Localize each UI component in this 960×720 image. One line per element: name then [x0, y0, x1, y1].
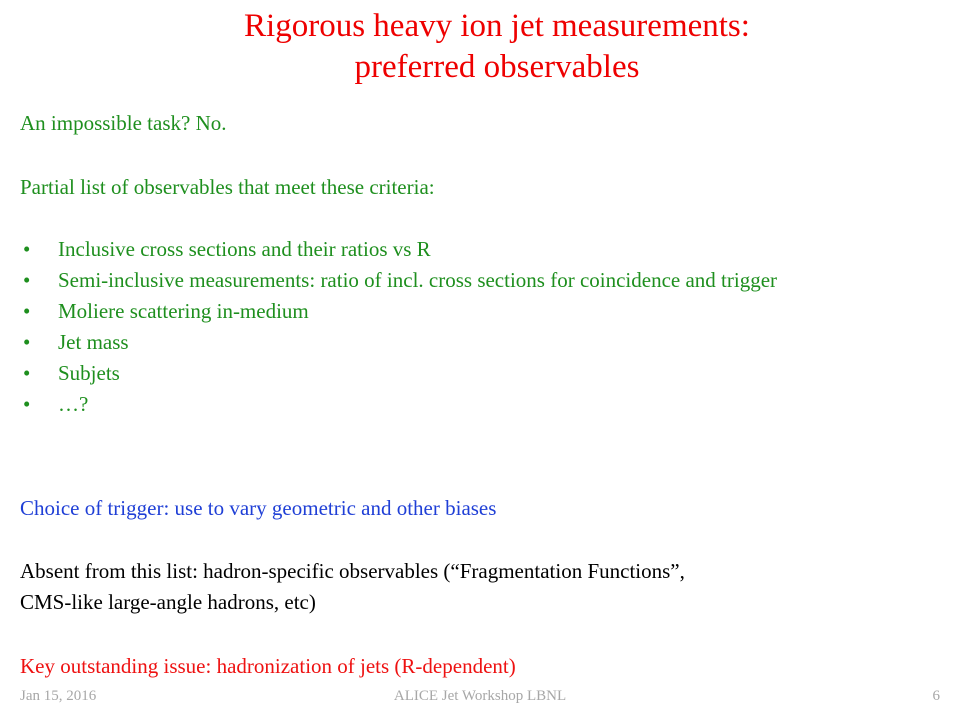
bullet-icon: •: [23, 392, 31, 416]
list-item: [20, 327, 920, 358]
footer-date: Jan 15, 2016: [20, 688, 97, 704]
footer-event: ALICE Jet Workshop LBNL: [393, 688, 567, 704]
list-item: [20, 389, 920, 420]
list-item-text: Semi-inclusive measurements: ratio of incl. cross sections for coincidence and trigger: [58, 268, 778, 292]
list-item-text: Jet mass: [58, 330, 129, 354]
bullet-icon: •: [23, 361, 31, 385]
trigger-note: Choice of trigger: use to vary geometric and other biases: [20, 496, 497, 520]
slide-title-line2: preferred observables: [354, 49, 640, 85]
slide-title: [0, 6, 960, 88]
list-item: [20, 234, 920, 265]
bullet-icon: •: [23, 237, 31, 261]
observables-list: [20, 234, 920, 420]
list-item: [20, 358, 920, 389]
list-item: [20, 265, 920, 296]
intro-text: An impossible task? No.: [20, 111, 227, 135]
list-item-text: Moliere scattering in-medium: [58, 299, 309, 323]
footer-page-number: 6: [932, 688, 940, 704]
absent-note-line1: Absent from this list: hadron-specific observables (“Fragmentation Functions”,: [20, 559, 685, 583]
slide-title-line1: Rigorous heavy ion jet measurements:: [244, 8, 750, 44]
partial-list-heading: Partial list of observables that meet these criteria:: [20, 175, 435, 199]
key-issue: Key outstanding issue: hadronization of jets (R-dependent): [20, 654, 516, 678]
list-item-text: Subjets: [58, 361, 120, 385]
bullet-icon: •: [23, 299, 31, 323]
bullet-icon: •: [23, 268, 31, 292]
list-item-text: Inclusive cross sections and their ratios vs R: [58, 237, 431, 261]
absent-note-line2: CMS-like large-angle hadrons, etc): [20, 590, 316, 614]
list-item-text: …?: [58, 392, 89, 416]
bullet-icon: •: [23, 330, 31, 354]
list-item: [20, 296, 920, 327]
